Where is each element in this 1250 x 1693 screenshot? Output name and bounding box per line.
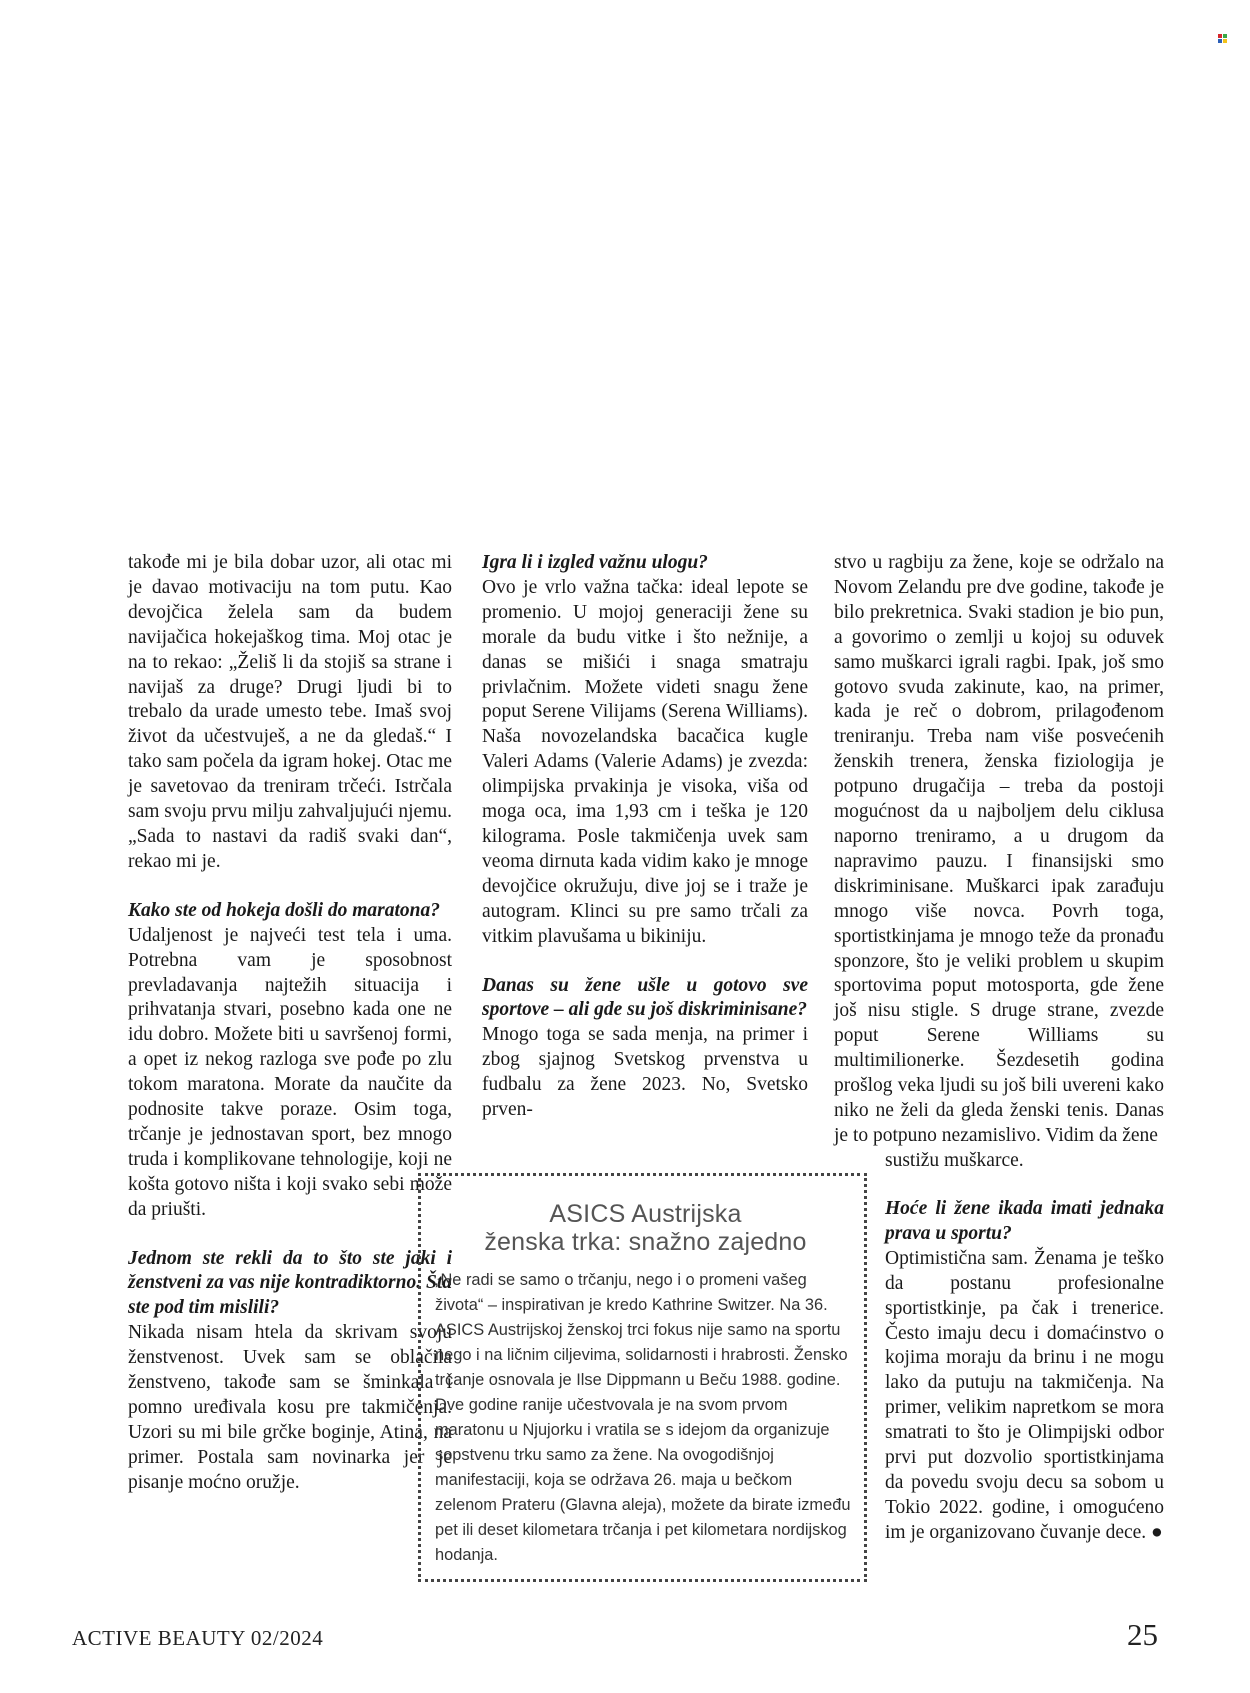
article-column-3-top (834, 551, 1164, 1174)
magazine-issue: ACTIVE BEAUTY 02/2024 (72, 1626, 324, 1650)
page-number: 25 (1127, 1617, 1158, 1652)
article-column-2 (482, 551, 808, 1123)
paragraph: Udaljenost je najveći test tela i uma. Potrebna vam je sposobnost prevladavanja najtežih situacija i prihvatanja stvari, posebno kada one ne idu dobro. Možete biti u savršenoj formi, a opet iz nekog razloga sve pođe po zlu tokom maratona. Morate da naučite da podnosite takve poraze. Osim toga, trčanje je jednostavan sport, bez mnogo truda i komplikovane tehnologije, koji ne košta gotovo ništa i koji svako sebi može da priušti. (128, 924, 452, 1220)
paragraph: Mnogo toga se sada menja, na primer i zbog sjajnog Svetskog prvenstva u fudbalu za žene 2023. No, Svetsko prven- (482, 1024, 808, 1121)
paragraph: takođe mi je bila dobar uzor, ali otac mi je davao motivaciju na tom putu. Kao devojčica želela sam da budem navijačica hokejaškog tima. Moj otac je na to rekao: „Želiš li da stojiš sa strane i navijaš za druge? Drugi ljudi bi to trebalo da urade umesto tebe. Imaš svoj život da učestvuješ, a ne da gledaš.“ I tako sam počela da igram hokej. Otac me je savetovao da treniram trčeći. Istrčala sam svoju prvu milju zahvaljujući njemu. „Sada to nastavi da radiš svaki dan“, rekao mi je. (128, 552, 452, 872)
interview-question: Jednom ste rekli da to što ste jaki i ženstveni za vas nije kontradiktorno. Šta ste pod tim mislili? (128, 1247, 452, 1319)
paragraph: Ovo je vrlo važna tačka: ideal lepote se promenio. U mojoj generaciji žene su morale da budu vitke i što nežnije, a danas se mišići i snaga smatraju privlačnim. Možete videti snagu žene poput Serene Vilijams (Serena Williams). Naša novozelandska bacačica kugle Valeri Adams (Valerie Adams) je zvezda: olimpijska prvakinja je visoka, viša od moga oca, ima 1,93 cm i teška je 120 kilograma. Posle takmičenja uvek sam veoma dirnuta kada vidim kako je mnoge devojčice okružuju, dive joj se i traže je autogram. Klinci su pre samo trčali za vitkim plavušama u bikiniju. (482, 576, 808, 947)
sidebar-box (418, 1173, 867, 1582)
brand-logo-icon (1218, 34, 1227, 43)
sidebar-body: „Ne radi se samo o trčanju, nego i o promeni vašeg života“ – inspirativan je kredo Kathrine Switzer. Na 36. ASICS Austrijskoj ženskoj trci fokus nije samo na sportu nego i na ličnim ciljevima, solidarnosti i hrabrosti. Žensko trčanje osnovala je Ilse Dippmann u Beču 1988. godine. Dve godine ranije učestvovala je na svom prvom maratonu u Njujorku i vratila se s idejom da organizuje sopstvenu trku samo za žene. Na ovogodišnjoj manifestaciji, koja se održava 26. maja u bečkom zelenom Prateru (Glavna aleja), možete da birate između pet ili deset kilometara trčanja i pet kilometara nordijskog hodanja. (435, 1271, 851, 1564)
article-column-3-bottom (885, 1197, 1164, 1546)
interview-question: Igra li i izgled važnu ulogu? (482, 552, 708, 573)
interview-question: Kako ste od hokeja došli do maratona? (128, 899, 441, 921)
article-column-1 (128, 551, 452, 1496)
interview-question: Danas su žene ušle u gotovo sve sportove – ali gde su još diskriminisane? (482, 974, 808, 1021)
sidebar-title-line: ASICS Austrijska (549, 1200, 742, 1228)
paragraph: Optimistična sam. Ženama je teško da postanu profesionalne sportistkinje, pa čak i trenerice. Često imaju decu i domaćinstvo o kojima moraju da brinu i ne mogu lako da putuju na takmičenja. Na primer, velikim napretkom se mora smatrati to što je Olimpijski odbor prvi put dozvolio sportistkinjama da povedu svoju decu sa sobom u Tokio 2022. godine, i omogućeno im je organizovano čuvanje dece. ● (885, 1247, 1164, 1543)
sidebar-title-line: ženska trka: snažno zajedno (484, 1228, 807, 1256)
paragraph: stvo u ragbiju za žene, koje se održalo na Novom Zelandu pre dve godine, takođe je bilo prekretnica. Svaki stadion je bio pun, a govorimo o zemlji u kojoj su oduvek samo muškarci igrali ragbi. Ipak, još smo gotovo svuda zakinute, kao, na primer, kada je reč o dobrom, prilagođenom treniranju. Treba nam više posvećenih ženskih trenera, ženska fiziologija je potpuno drugačija – treba da postoji mogućnost da u najboljem delu ciklusa naporno treniramo, a u drugom da napravimo pauzu. I finansijski smo diskriminisane. Muškarci ipak zarađuju mnogo više novca. Povrh toga, sportistkinjama je mnogo teže da pronađu sponzore, što je veliki problem u skupim sportovima poput motosporta, gde žene još nisu stigle. S druge strane, zvezde poput Serene Williams su multimilionerke. Šezdesetih godina prošlog veka ljudi su još bili uvereni kako niko ne želi da gleda ženski tenis. Danas je to potpuno nezamislivo. Vidim da žene (834, 552, 1164, 1146)
sidebar-title (421, 1200, 870, 1256)
paragraph-end: sustižu muškarce. (885, 1149, 1024, 1171)
paragraph: Nikada nisam htela da skrivam svoju ženstvenost. Uvek sam se oblačila ženstveno, takođe sam se šminkala i pomno uređivala kosu pre takmičenja. Uzori su mi bile grčke boginje, Atina, na primer. Postala sam novinarka jer je pisanje moćno oružje. (128, 1322, 452, 1493)
interview-question: Hoće li žene ikada imati jednaka prava u sportu? (885, 1198, 1164, 1244)
